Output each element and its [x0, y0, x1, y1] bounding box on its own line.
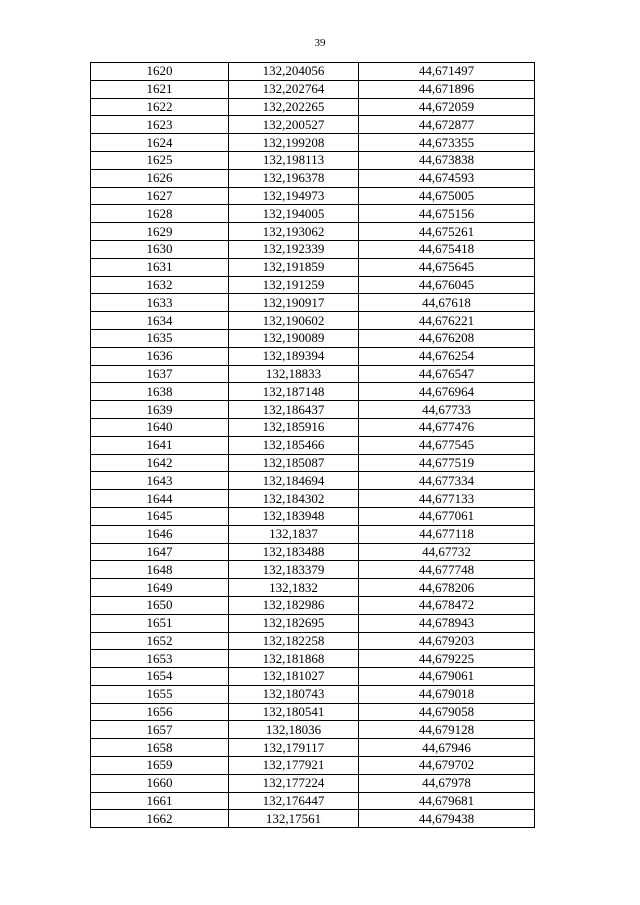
point-number-cell: 1622	[91, 98, 229, 116]
latitude-cell: 44,675418	[359, 240, 535, 258]
point-number-cell: 1627	[91, 187, 229, 205]
point-number-cell: 1628	[91, 205, 229, 223]
longitude-cell: 132,181027	[229, 668, 359, 686]
point-number-cell: 1644	[91, 490, 229, 508]
table-row	[91, 614, 535, 632]
latitude-cell: 44,67732	[359, 543, 535, 561]
point-number-cell: 1631	[91, 258, 229, 276]
longitude-cell: 132,190917	[229, 294, 359, 312]
longitude-cell: 132,199208	[229, 134, 359, 152]
latitude-cell: 44,677748	[359, 561, 535, 579]
longitude-cell: 132,193062	[229, 223, 359, 241]
longitude-cell: 132,182986	[229, 596, 359, 614]
latitude-cell: 44,671896	[359, 80, 535, 98]
point-number-cell: 1629	[91, 223, 229, 241]
point-number-cell: 1621	[91, 80, 229, 98]
latitude-cell: 44,678943	[359, 614, 535, 632]
longitude-cell: 132,192339	[229, 240, 359, 258]
latitude-cell: 44,679058	[359, 703, 535, 721]
point-number-cell: 1623	[91, 116, 229, 134]
longitude-cell: 132,191859	[229, 258, 359, 276]
table-row	[91, 507, 535, 525]
latitude-cell: 44,674593	[359, 169, 535, 187]
latitude-cell: 44,673355	[359, 134, 535, 152]
point-number-cell: 1659	[91, 757, 229, 775]
longitude-cell: 132,18036	[229, 721, 359, 739]
table-row	[91, 810, 535, 828]
table-row	[91, 240, 535, 258]
longitude-cell: 132,196378	[229, 169, 359, 187]
latitude-cell: 44,675261	[359, 223, 535, 241]
latitude-cell: 44,678472	[359, 596, 535, 614]
latitude-cell: 44,675005	[359, 187, 535, 205]
table-row	[91, 721, 535, 739]
latitude-cell: 44,677476	[359, 418, 535, 436]
table-row	[91, 579, 535, 597]
longitude-cell: 132,183488	[229, 543, 359, 561]
table-row	[91, 383, 535, 401]
longitude-cell: 132,185466	[229, 436, 359, 454]
point-number-cell: 1642	[91, 454, 229, 472]
point-number-cell: 1661	[91, 792, 229, 810]
table-row	[91, 668, 535, 686]
table-row	[91, 134, 535, 152]
table-row	[91, 347, 535, 365]
latitude-cell: 44,671497	[359, 63, 535, 81]
point-number-cell: 1626	[91, 169, 229, 187]
point-number-cell: 1637	[91, 365, 229, 383]
longitude-cell: 132,183948	[229, 507, 359, 525]
point-number-cell: 1657	[91, 721, 229, 739]
latitude-cell: 44,679702	[359, 757, 535, 775]
longitude-cell: 132,179117	[229, 739, 359, 757]
point-number-cell: 1662	[91, 810, 229, 828]
point-number-cell: 1641	[91, 436, 229, 454]
longitude-cell: 132,1832	[229, 579, 359, 597]
table-row	[91, 757, 535, 775]
point-number-cell: 1653	[91, 650, 229, 668]
point-number-cell: 1620	[91, 63, 229, 81]
point-number-cell: 1634	[91, 312, 229, 330]
latitude-cell: 44,675156	[359, 205, 535, 223]
longitude-cell: 132,200527	[229, 116, 359, 134]
latitude-cell: 44,677545	[359, 436, 535, 454]
longitude-cell: 132,180541	[229, 703, 359, 721]
longitude-cell: 132,177921	[229, 757, 359, 775]
point-number-cell: 1635	[91, 329, 229, 347]
latitude-cell: 44,676045	[359, 276, 535, 294]
table-row	[91, 418, 535, 436]
longitude-cell: 132,194005	[229, 205, 359, 223]
longitude-cell: 132,181868	[229, 650, 359, 668]
point-number-cell: 1633	[91, 294, 229, 312]
coordinates-table-body	[91, 63, 535, 828]
point-number-cell: 1639	[91, 401, 229, 419]
longitude-cell: 132,184694	[229, 472, 359, 490]
point-number-cell: 1630	[91, 240, 229, 258]
table-row	[91, 169, 535, 187]
point-number-cell: 1651	[91, 614, 229, 632]
latitude-cell: 44,67618	[359, 294, 535, 312]
latitude-cell: 44,676547	[359, 365, 535, 383]
point-number-cell: 1652	[91, 632, 229, 650]
latitude-cell: 44,676208	[359, 329, 535, 347]
longitude-cell: 132,182258	[229, 632, 359, 650]
table-row	[91, 561, 535, 579]
page-number: 39	[314, 37, 326, 49]
point-number-cell: 1645	[91, 507, 229, 525]
latitude-cell: 44,67733	[359, 401, 535, 419]
latitude-cell: 44,677519	[359, 454, 535, 472]
latitude-cell: 44,672059	[359, 98, 535, 116]
point-number-cell: 1640	[91, 418, 229, 436]
longitude-cell: 132,18833	[229, 365, 359, 383]
table-row	[91, 543, 535, 561]
table-row	[91, 151, 535, 169]
table-row	[91, 739, 535, 757]
latitude-cell: 44,673838	[359, 151, 535, 169]
table-row	[91, 774, 535, 792]
point-number-cell: 1648	[91, 561, 229, 579]
latitude-cell: 44,679018	[359, 685, 535, 703]
table-row	[91, 329, 535, 347]
longitude-cell: 132,182695	[229, 614, 359, 632]
latitude-cell: 44,679225	[359, 650, 535, 668]
latitude-cell: 44,677061	[359, 507, 535, 525]
latitude-cell: 44,67978	[359, 774, 535, 792]
longitude-cell: 132,202265	[229, 98, 359, 116]
longitude-cell: 132,183379	[229, 561, 359, 579]
latitude-cell: 44,677118	[359, 525, 535, 543]
latitude-cell: 44,678206	[359, 579, 535, 597]
latitude-cell: 44,679681	[359, 792, 535, 810]
longitude-cell: 132,180743	[229, 685, 359, 703]
longitude-cell: 132,190089	[229, 329, 359, 347]
longitude-cell: 132,187148	[229, 383, 359, 401]
point-number-cell: 1649	[91, 579, 229, 597]
latitude-cell: 44,679438	[359, 810, 535, 828]
table-row	[91, 525, 535, 543]
table-row	[91, 792, 535, 810]
longitude-cell: 132,189394	[229, 347, 359, 365]
latitude-cell: 44,679061	[359, 668, 535, 686]
point-number-cell: 1650	[91, 596, 229, 614]
table-row	[91, 454, 535, 472]
table-row	[91, 490, 535, 508]
longitude-cell: 132,176447	[229, 792, 359, 810]
longitude-cell: 132,1837	[229, 525, 359, 543]
point-number-cell: 1647	[91, 543, 229, 561]
longitude-cell: 132,185916	[229, 418, 359, 436]
point-number-cell: 1625	[91, 151, 229, 169]
point-number-cell: 1643	[91, 472, 229, 490]
latitude-cell: 44,672877	[359, 116, 535, 134]
table-row	[91, 596, 535, 614]
longitude-cell: 132,177224	[229, 774, 359, 792]
table-row	[91, 276, 535, 294]
latitude-cell: 44,677334	[359, 472, 535, 490]
table-row	[91, 223, 535, 241]
point-number-cell: 1624	[91, 134, 229, 152]
table-row	[91, 205, 535, 223]
table-row	[91, 650, 535, 668]
latitude-cell: 44,679203	[359, 632, 535, 650]
longitude-cell: 132,198113	[229, 151, 359, 169]
longitude-cell: 132,17561	[229, 810, 359, 828]
longitude-cell: 132,202764	[229, 80, 359, 98]
table-row	[91, 312, 535, 330]
point-number-cell: 1658	[91, 739, 229, 757]
latitude-cell: 44,676221	[359, 312, 535, 330]
latitude-cell: 44,677133	[359, 490, 535, 508]
longitude-cell: 132,194973	[229, 187, 359, 205]
table-row	[91, 401, 535, 419]
latitude-cell: 44,675645	[359, 258, 535, 276]
table-row	[91, 116, 535, 134]
table-row	[91, 80, 535, 98]
table-row	[91, 703, 535, 721]
table-row	[91, 436, 535, 454]
longitude-cell: 132,190602	[229, 312, 359, 330]
point-number-cell: 1660	[91, 774, 229, 792]
longitude-cell: 132,191259	[229, 276, 359, 294]
longitude-cell: 132,204056	[229, 63, 359, 81]
table-row	[91, 294, 535, 312]
table-row	[91, 365, 535, 383]
point-number-cell: 1654	[91, 668, 229, 686]
coordinates-table	[90, 62, 535, 828]
table-row	[91, 632, 535, 650]
latitude-cell: 44,676964	[359, 383, 535, 401]
longitude-cell: 132,186437	[229, 401, 359, 419]
point-number-cell: 1638	[91, 383, 229, 401]
longitude-cell: 132,185087	[229, 454, 359, 472]
longitude-cell: 132,184302	[229, 490, 359, 508]
point-number-cell: 1646	[91, 525, 229, 543]
table-row	[91, 187, 535, 205]
point-number-cell: 1656	[91, 703, 229, 721]
table-row	[91, 258, 535, 276]
table-row	[91, 472, 535, 490]
table-row	[91, 63, 535, 81]
latitude-cell: 44,67946	[359, 739, 535, 757]
latitude-cell: 44,679128	[359, 721, 535, 739]
point-number-cell: 1655	[91, 685, 229, 703]
point-number-cell: 1632	[91, 276, 229, 294]
latitude-cell: 44,676254	[359, 347, 535, 365]
table-row	[91, 98, 535, 116]
point-number-cell: 1636	[91, 347, 229, 365]
table-row	[91, 685, 535, 703]
